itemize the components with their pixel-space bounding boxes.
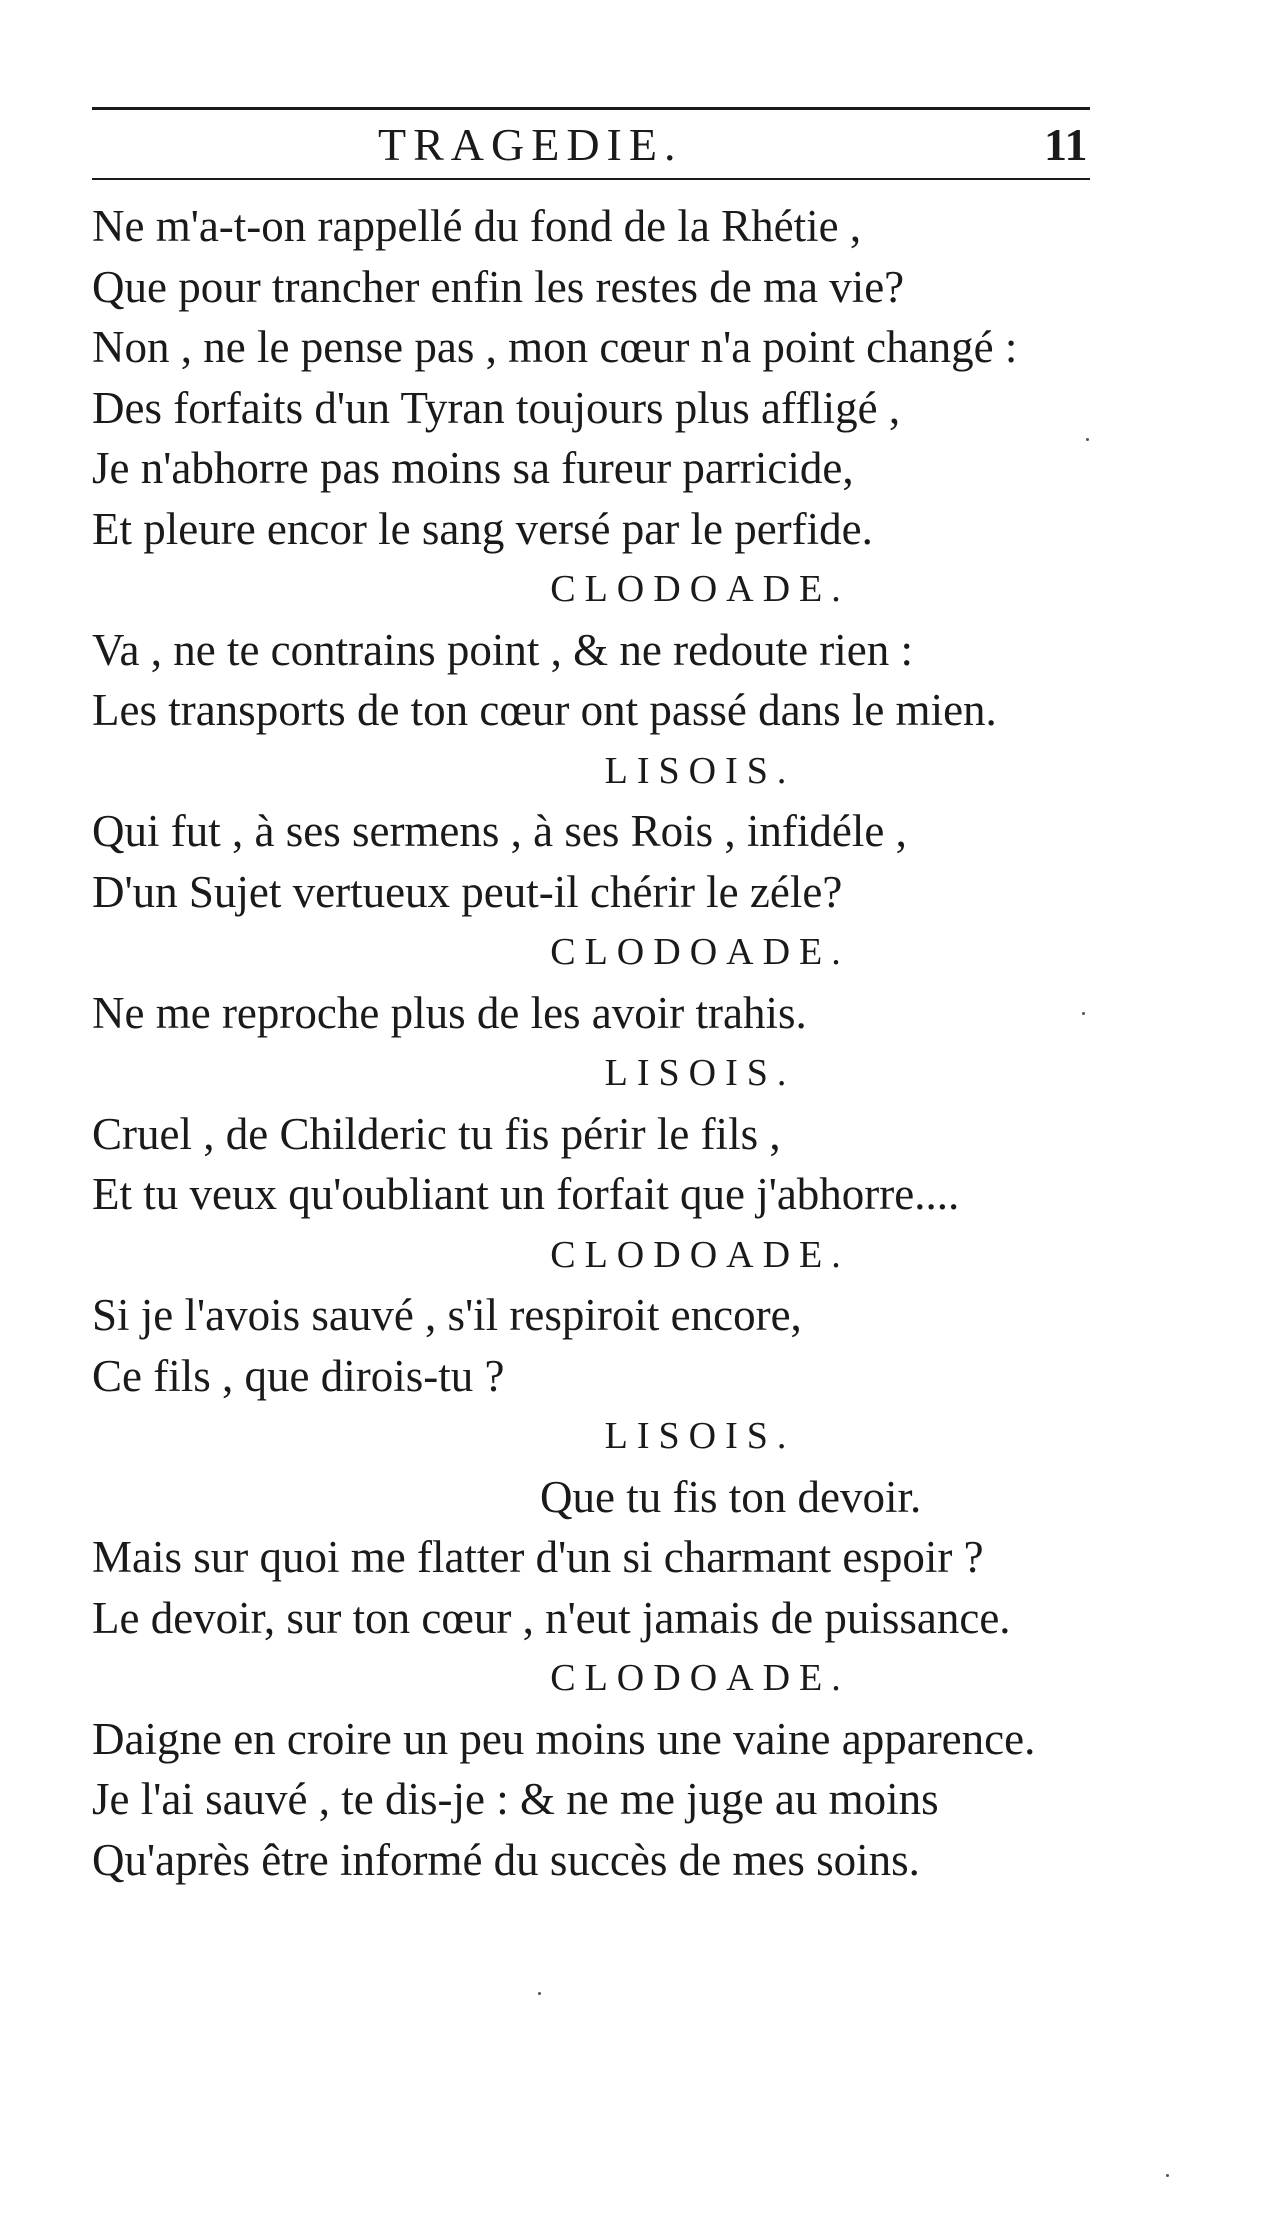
verse-text	[0, 196, 1280, 1890]
verse-line: Et pleure encor le sang versé par le perfide.	[92, 503, 873, 554]
speaker-name: LISOIS.	[604, 1415, 796, 1457]
verse-line: Qui fut , à ses sermens , à ses Rois , infidéle ,	[92, 806, 907, 856]
speaker-name: LISOIS.	[604, 1052, 796, 1094]
verse-line: Des forfaits d'un Tyran toujours plus affligé ,	[92, 382, 901, 433]
verse-line: Va , ne te contrains point , & ne redoute rien :	[92, 624, 914, 675]
running-title: TRAGEDIE.	[378, 119, 683, 170]
page-number: 11	[1044, 119, 1088, 170]
ink-speck	[1082, 1012, 1085, 1015]
header-top-rule	[92, 107, 1090, 110]
speaker-name: CLODOADE.	[550, 1233, 850, 1276]
speaker-name: CLODOADE.	[550, 1657, 850, 1699]
speaker-name: CLODOADE.	[550, 568, 850, 610]
verse-line: Mais sur quoi me flatter d'un si charmant espoir ?	[92, 1532, 984, 1582]
verse-line: Ne m'a-t-on rappellé du fond de la Rhétie ,	[92, 201, 862, 251]
header-bottom-rule	[92, 178, 1090, 180]
verse-line: Daigne en croire un peu moins une vaine apparence.	[92, 1713, 1036, 1764]
verse-line: Cruel , de Childeric tu fis périr le fils ,	[92, 1108, 781, 1159]
ink-speck	[1166, 2174, 1169, 2177]
ink-speck	[1086, 438, 1089, 441]
verse-line: Ne me reproche plus de les avoir trahis.	[92, 987, 807, 1038]
speaker-name: CLODOADE.	[550, 931, 850, 973]
verse-line: Je l'ai sauvé , te dis-je : & ne me juge au moins	[92, 1774, 939, 1824]
verse-line: Je n'abhorre pas moins sa fureur parricide,	[92, 443, 854, 493]
verse-line: Qu'après être informé du succès de mes soins.	[92, 1834, 920, 1885]
verse-line: Non , ne le pense pas , mon cœur n'a point changé :	[92, 322, 1018, 372]
verse-line: Le devoir, sur ton cœur , n'eut jamais de puissance.	[92, 1592, 1011, 1643]
verse-line: Si je l'avois sauvé , s'il respiroit encore,	[92, 1290, 802, 1340]
ink-speck	[538, 1992, 541, 1995]
verse-line: Les transports de ton cœur ont passé dans le mien.	[92, 685, 997, 735]
verse-line: Et tu veux qu'oubliant un forfait que j'abhorre....	[92, 1169, 960, 1219]
speaker-name: LISOIS.	[604, 749, 796, 792]
verse-line: Ce fils , que dirois-tu ?	[92, 1350, 505, 1401]
verse-line: Que pour trancher enfin les restes de ma vie?	[92, 261, 905, 312]
verse-line: Que tu fis ton devoir.	[540, 1471, 922, 1522]
verse-line: D'un Sujet vertueux peut-il chérir le zéle?	[92, 866, 843, 917]
running-head	[0, 117, 1280, 173]
